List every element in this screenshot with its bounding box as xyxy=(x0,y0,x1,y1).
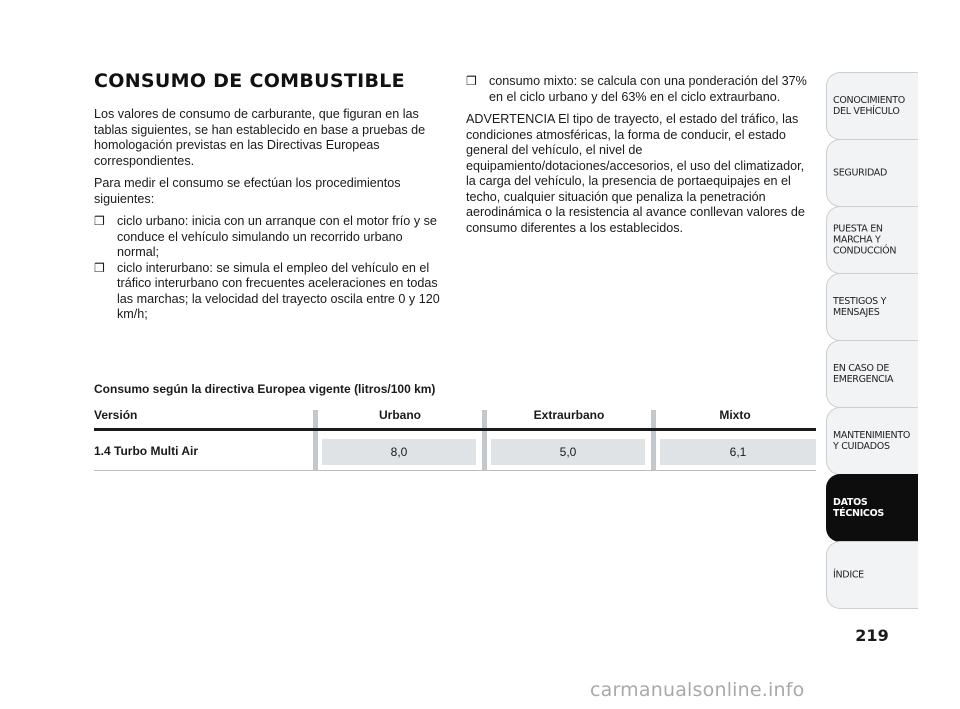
column-divider xyxy=(651,410,656,470)
table-bottom-rule xyxy=(94,470,816,471)
watermark: carmanualsonline.info xyxy=(590,679,805,701)
table-row-version: 1.4 Turbo Multi Air xyxy=(94,444,198,458)
tab-mantenimiento[interactable]: MANTENIMIENTO Y CUIDADOS xyxy=(826,407,918,475)
table-cell-urbano: 8,0 xyxy=(322,439,476,465)
right-column xyxy=(466,74,808,243)
left-column xyxy=(94,107,444,323)
tab-testigos[interactable]: TESTIGOS Y MENSAJES xyxy=(826,273,918,341)
table-cell-mixto: 6,1 xyxy=(660,439,816,465)
column-header-mixto: Mixto xyxy=(719,408,751,422)
checkbox-bullet-icon: ❒ xyxy=(466,74,477,88)
tab-indice[interactable]: ÍNDICE xyxy=(826,541,918,609)
tab-datos-tecnicos[interactable]: DATOS TÉCNICOS xyxy=(826,474,918,542)
procedures-paragraph: Para medir el consumo se efectúan los procedimientos siguientes: xyxy=(94,176,401,206)
bullet-text: consumo mixto: se calcula con una ponderación del 37% en el ciclo urbano y del 63% en el ciclo extraurbano. xyxy=(489,74,807,104)
bullet-text: ciclo urbano: inicia con un arranque con el motor frío y se conduce el vehículo simulando un recorrido urbano normal; xyxy=(117,214,437,259)
tab-emergencia[interactable]: EN CASO DE EMERGENCIA xyxy=(826,340,918,408)
column-header-version: Versión xyxy=(94,408,138,422)
list-item xyxy=(466,74,808,105)
column-divider xyxy=(482,410,487,470)
page-title: CONSUMO DE COMBUSTIBLE xyxy=(94,70,405,92)
table-cell-extraurbano: 5,0 xyxy=(491,439,645,465)
tab-puesta-en-marcha[interactable]: PUESTA EN MARCHA Y CONDUCCIÓN xyxy=(826,206,918,274)
list-item xyxy=(94,261,444,323)
table-caption: Consumo según la directiva Europea vigente (litros/100 km) xyxy=(94,382,436,396)
checkbox-bullet-icon: ❒ xyxy=(94,214,105,228)
tab-seguridad[interactable]: SEGURIDAD xyxy=(826,139,918,207)
column-header-urbano: Urbano xyxy=(379,408,421,422)
tab-conocimiento[interactable]: CONOCIMIENTO DEL VEHÍCULO xyxy=(826,72,918,140)
checkbox-bullet-icon: ❒ xyxy=(94,260,105,275)
page-number: 219 xyxy=(855,626,889,645)
section-tabs xyxy=(826,72,918,608)
warning-paragraph: ADVERTENCIA El tipo de trayecto, el estado del tráfico, las condiciones atmosféricas, la forma de conducir, el estado general del vehículo, el nivel de equipamiento/dotaciones/accesorios, el uso del climatizador, la carga del vehículo, la presencia de portaequipajes en el techo, cualquier situación que penaliza la penetración aerodinámica o la resistencia al avance conllevan valores de consumo diferentes a los establecidos. xyxy=(466,112,805,235)
column-divider xyxy=(313,410,318,470)
table-header-rule xyxy=(94,428,816,431)
list-item xyxy=(94,214,444,261)
column-header-extraurbano: Extraurbano xyxy=(533,408,605,422)
bullet-text: ciclo interurbano: se simula el empleo del vehículo en el tráfico interurbano con frecuentes aceleraciones en todas las marchas; la velocidad del trayecto oscila entre 0 y 120 km/h; xyxy=(117,260,440,321)
intro-paragraph: Los valores de consumo de carburante, que figuran en las tablas siguientes, se han establecido en base a pruebas de homologación previstas en las Directivas Europeas correspondientes. xyxy=(94,107,426,168)
